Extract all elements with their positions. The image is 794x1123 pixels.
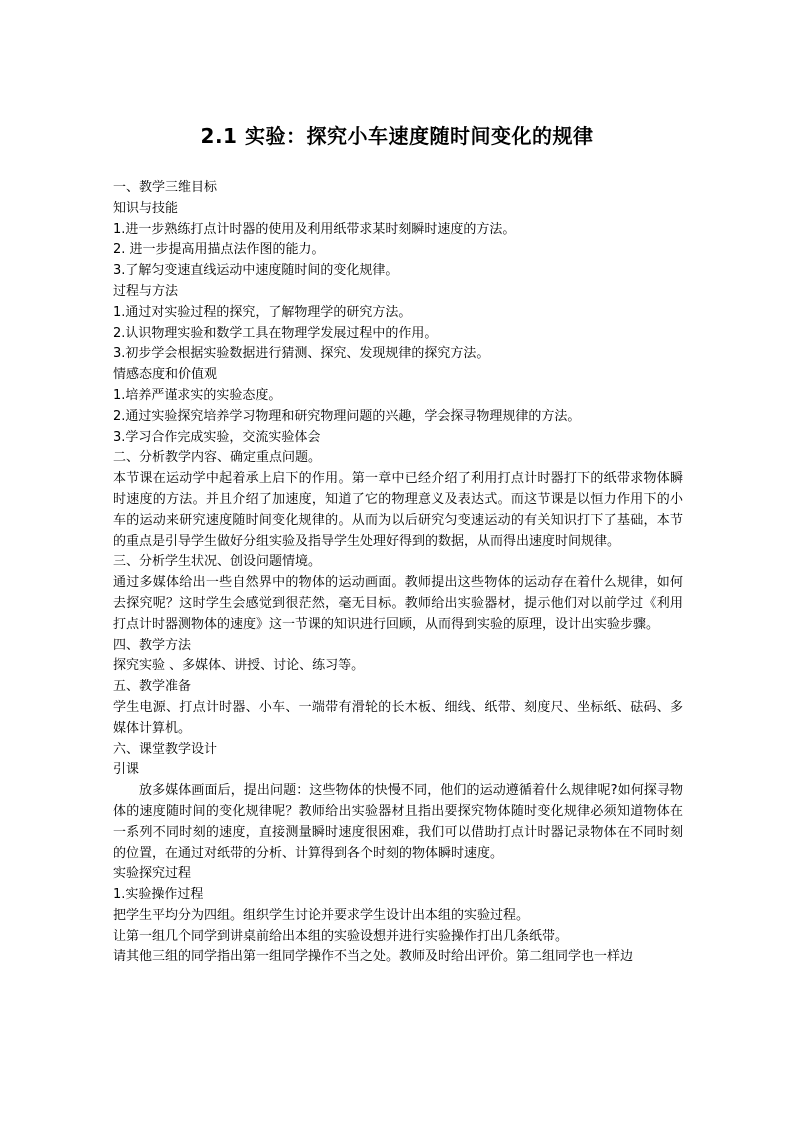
list-item: 3.了解匀变速直线运动中速度随时间的变化规律。 xyxy=(113,263,399,279)
list-item: 1.培养严谨求实的实验态度。 xyxy=(113,387,282,403)
paragraph: 让第一组几个同学到讲桌前给出本组的实验设想并进行实验操作打出几条纸带。 xyxy=(113,928,569,944)
list-item: 2.认识物理实验和数学工具在物理学发展过程中的作用。 xyxy=(113,325,438,341)
paragraph: 把学生平均分为四组。组织学生讨论并要求学生设计出本组的实验过程。 xyxy=(113,907,530,923)
list-item: 1.实验操作过程 xyxy=(113,887,204,903)
list-item: 1.通过对实验过程的探究，了解物理学的研究方法。 xyxy=(113,304,412,320)
paragraph: 放多媒体画面后，提出问题：这些物体的快慢不同，他们的运动遵循着什么规律呢?如何探寻物体的速度随时间的变化规律呢？教师给出实验器材且指出要探究物体随时变化规律必须知道物体在一系列不同时刻的速度，直接测量瞬时速度很困难，我们可以借助打点计时器记录物体在不同时刻的位置，在通过对纸带的分析、计算得到各个时刻的物体瞬时速度。 xyxy=(113,783,683,861)
subsection-heading: 情感态度和价值观 xyxy=(113,367,218,383)
paragraph: 本节课在运动学中起着承上启下的作用。第一章中已经介绍了利用打点计时器打下的纸带求物体瞬时速度的方法。并且介绍了加速度，知道了它的物理意义及表达式。而这节课是以恒力作用下的小车的运动来研究速度随时间变化规律的。从而为以后研究匀变速运动的有关知识打下了基础，本节的重点是引导学生做好分组实验及指导学生处理好得到的数据，从而得出速度时间规律。 xyxy=(113,471,683,549)
section-heading: 三、分析学生状况、创设问题情境。 xyxy=(113,554,322,570)
list-item: 2.通过实验探究培养学习物理和研究物理问题的兴趣，学会探寻物理规律的方法。 xyxy=(113,408,581,424)
list-item: 3.初步学会根据实验数据进行猜测、探究、发现规律的探究方法。 xyxy=(113,346,490,362)
page-title: 2.1 实验：探究小车速度随时间变化的规律 xyxy=(200,124,594,148)
list-item: 2. 进一步提高用描点法作图的能力。 xyxy=(113,242,325,258)
subsection-heading: 实验探究过程 xyxy=(113,866,192,882)
section-heading: 二、分析教学内容、确定重点问题。 xyxy=(113,450,322,466)
subsection-heading: 知识与技能 xyxy=(113,200,179,216)
section-heading: 一、教学三维目标 xyxy=(113,180,218,195)
paragraph: 请其他三组的同学指出第一组同学操作不当之处。教师及时给出评价。第二组同学也一样边 xyxy=(113,949,634,965)
section-heading: 六、课堂教学设计 xyxy=(113,741,218,757)
section-heading: 五、教学准备 xyxy=(113,679,192,695)
list-item: 3.学习合作完成实验，交流实验体会 xyxy=(113,429,321,445)
paragraph: 通过多媒体给出一些自然界中的物体的运动画面。教师提出这些物体的运动存在着什么规律，如何去探究呢？这时学生会感觉到很茫然，毫无目标。教师给出实验器材，提示他们对以前学过《利用打点计时器测物体的速度》这一节课的知识进行回顾，从而得到实验的原理，设计出实验步骤。 xyxy=(113,575,683,632)
section-heading: 四、教学方法 xyxy=(113,637,192,653)
document-body xyxy=(113,178,683,968)
paragraph: 探究实验 、多媒体、讲授、讨论、练习等。 xyxy=(113,658,365,674)
subsection-heading: 引课 xyxy=(113,762,140,778)
paragraph: 学生电源、打点计时器、小车、一端带有滑轮的长木板、细线、纸带、刻度尺、坐标纸、砝码、多媒体计算机。 xyxy=(113,699,683,736)
subsection-heading: 过程与方法 xyxy=(113,283,179,299)
list-item: 1.进一步熟练打点计时器的使用及利用纸带求某时刻瞬时速度的方法。 xyxy=(113,221,516,237)
